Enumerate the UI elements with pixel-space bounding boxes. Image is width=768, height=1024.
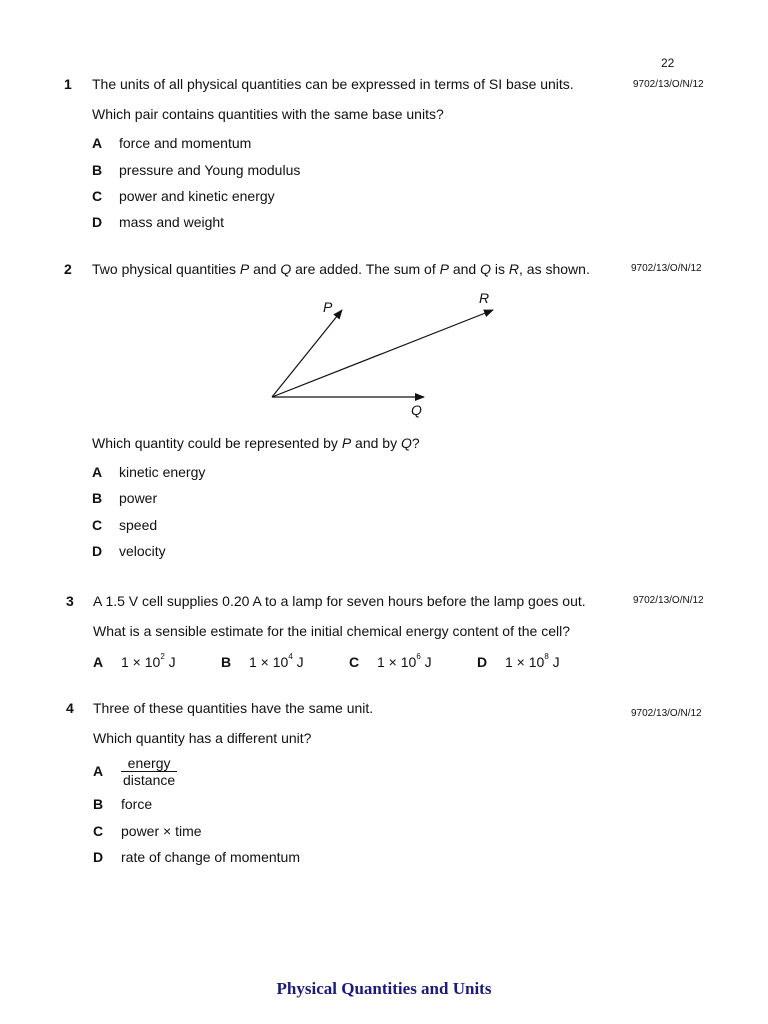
option-text: rate of change of momentum: [121, 849, 300, 865]
option-letter: C: [349, 654, 360, 670]
option-text: pressure and Young modulus: [119, 162, 301, 178]
page-number: 22: [661, 56, 675, 70]
option-text: force: [121, 796, 153, 812]
option-text: $1 \times 10^2$ J: [121, 652, 176, 670]
question-reference: 9702/13/O/N/12: [631, 708, 702, 719]
vector-p-label: P: [323, 299, 333, 315]
option-letter: D: [92, 214, 103, 230]
option-letter: C: [92, 188, 103, 204]
vector-r-arrow: [272, 310, 493, 397]
option-letter: C: [93, 823, 104, 839]
question-number: 1: [64, 76, 72, 92]
option-text: force and momentum: [119, 135, 252, 151]
question-number: 2: [64, 261, 72, 277]
option-letter: B: [92, 490, 103, 506]
question-stem: A 1.5 V cell supplies 0.20 A to a lamp for seven hours before the lamp goes out.: [93, 593, 586, 609]
vector-p-arrow: [272, 310, 342, 397]
option-text: speed: [119, 517, 158, 533]
vector-diagram: [260, 288, 520, 428]
question-prompt: Which quantity could be represented by P and by Q?: [92, 435, 420, 451]
option-text: $1 \times 10^8$ J: [505, 652, 560, 670]
option-text: velocity: [119, 543, 166, 559]
question-reference: 9702/13/O/N/12: [631, 263, 702, 274]
vector-q-label: Q: [411, 402, 422, 418]
question-prompt: Which pair contains quantities with the same base units?: [92, 106, 444, 122]
fraction-numerator: energy: [121, 755, 177, 772]
vector-r-label: R: [479, 290, 490, 306]
question-reference: 9702/13/O/N/12: [633, 79, 704, 90]
question-prompt: What is a sensible estimate for the initial chemical energy content of the cell?: [93, 623, 571, 639]
option-text: power and kinetic energy: [119, 188, 275, 204]
question-stem: Two physical quantities P and Q are added. The sum of P and Q is R, as shown.: [92, 261, 590, 277]
option-letter: B: [92, 162, 103, 178]
question-prompt: Which quantity has a different unit?: [93, 730, 312, 746]
option-letter: C: [92, 517, 103, 533]
question-number: 3: [66, 593, 74, 609]
option-text: kinetic energy: [119, 464, 206, 480]
option-text: mass and weight: [119, 214, 225, 230]
option-text: $1 \times 10^6$ J: [377, 652, 432, 670]
question-reference: 9702/13/O/N/12: [633, 595, 704, 606]
option-text: power × time: [121, 823, 202, 839]
option-letter: A: [92, 135, 103, 151]
option-text: power: [119, 490, 158, 506]
page-footer-title: Physical Quantities and Units: [276, 979, 492, 998]
option-fraction: [121, 755, 177, 788]
option-letter: A: [92, 464, 103, 480]
option-letter: D: [92, 543, 103, 559]
option-letter: D: [93, 849, 104, 865]
question-number: 4: [66, 700, 74, 716]
option-letter: A: [93, 763, 104, 779]
option-letter: B: [93, 796, 104, 812]
option-text: $1 \times 10^4$ J: [249, 652, 304, 670]
question-stem: The units of all physical quantities can be expressed in terms of SI base units.: [92, 76, 574, 92]
question-stem: Three of these quantities have the same unit.: [93, 700, 374, 716]
option-letter: B: [221, 654, 232, 670]
option-letter: D: [477, 654, 488, 670]
option-letter: A: [93, 654, 104, 670]
fraction-denominator: distance: [123, 772, 176, 788]
